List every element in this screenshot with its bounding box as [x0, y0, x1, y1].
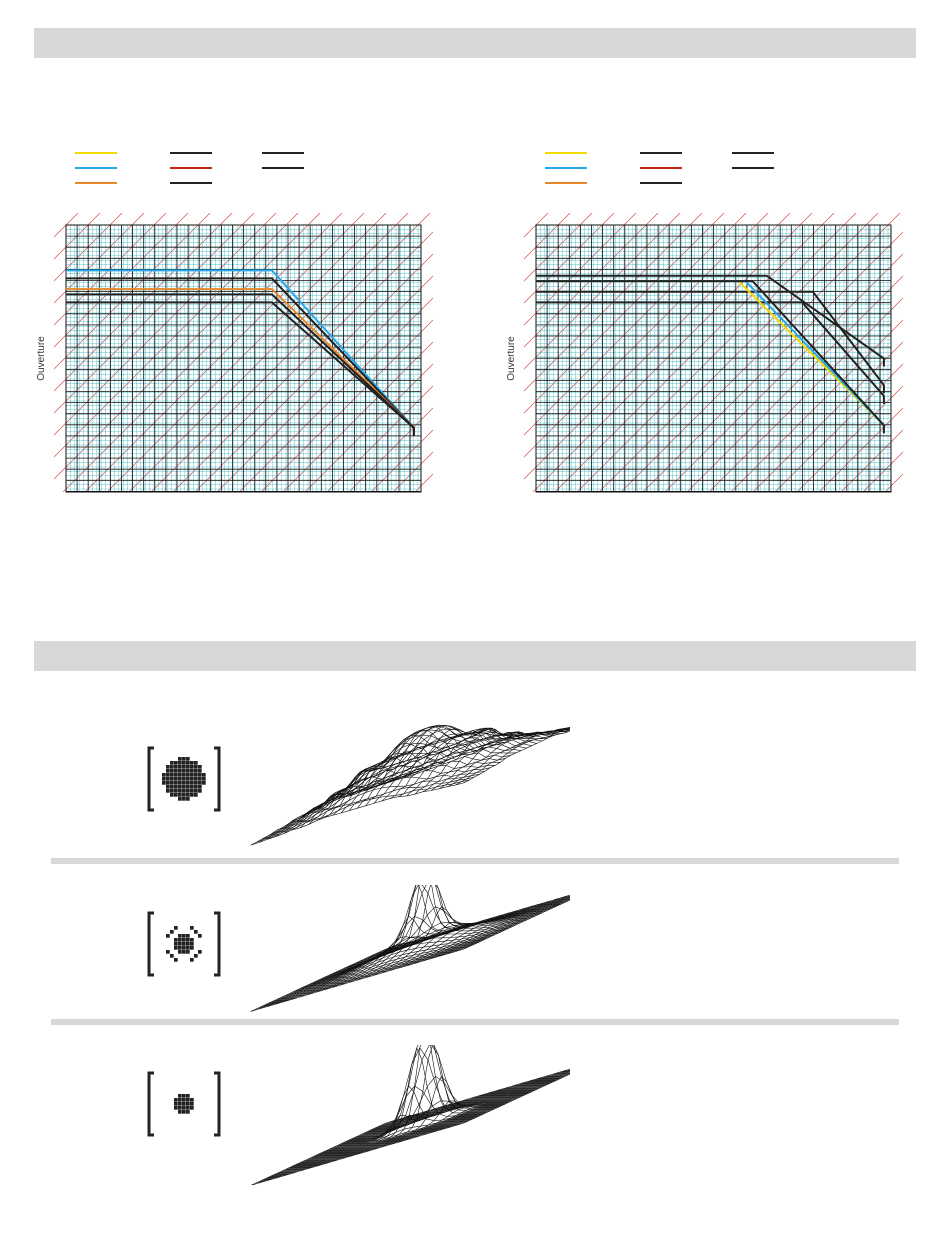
kernel-surface-plot	[251, 720, 570, 845]
mtf-chart-right	[500, 140, 920, 500]
plot-grid	[30, 213, 450, 492]
kernel-matrix-icon	[149, 913, 219, 975]
y-axis-label: Ouverture	[36, 336, 47, 381]
row-divider	[51, 1019, 899, 1025]
y-axis-label: Ouverture	[506, 336, 517, 381]
kernel-row-narrow	[130, 1045, 570, 1185]
section-header-bar	[34, 641, 916, 671]
row-divider	[51, 858, 899, 864]
series-line	[536, 292, 884, 393]
kernel-surface-plot	[251, 885, 570, 1011]
section-header-bar	[34, 28, 916, 58]
kernel-surface-plot	[251, 1045, 570, 1185]
kernel-row-medium	[130, 885, 570, 1015]
kernel-matrix-icon	[149, 748, 219, 810]
mtf-chart-left	[30, 140, 450, 500]
kernel-row-wide	[130, 720, 570, 850]
kernel-matrix-icon	[149, 1073, 219, 1135]
series-line	[536, 276, 884, 367]
plot-grid	[500, 213, 920, 492]
